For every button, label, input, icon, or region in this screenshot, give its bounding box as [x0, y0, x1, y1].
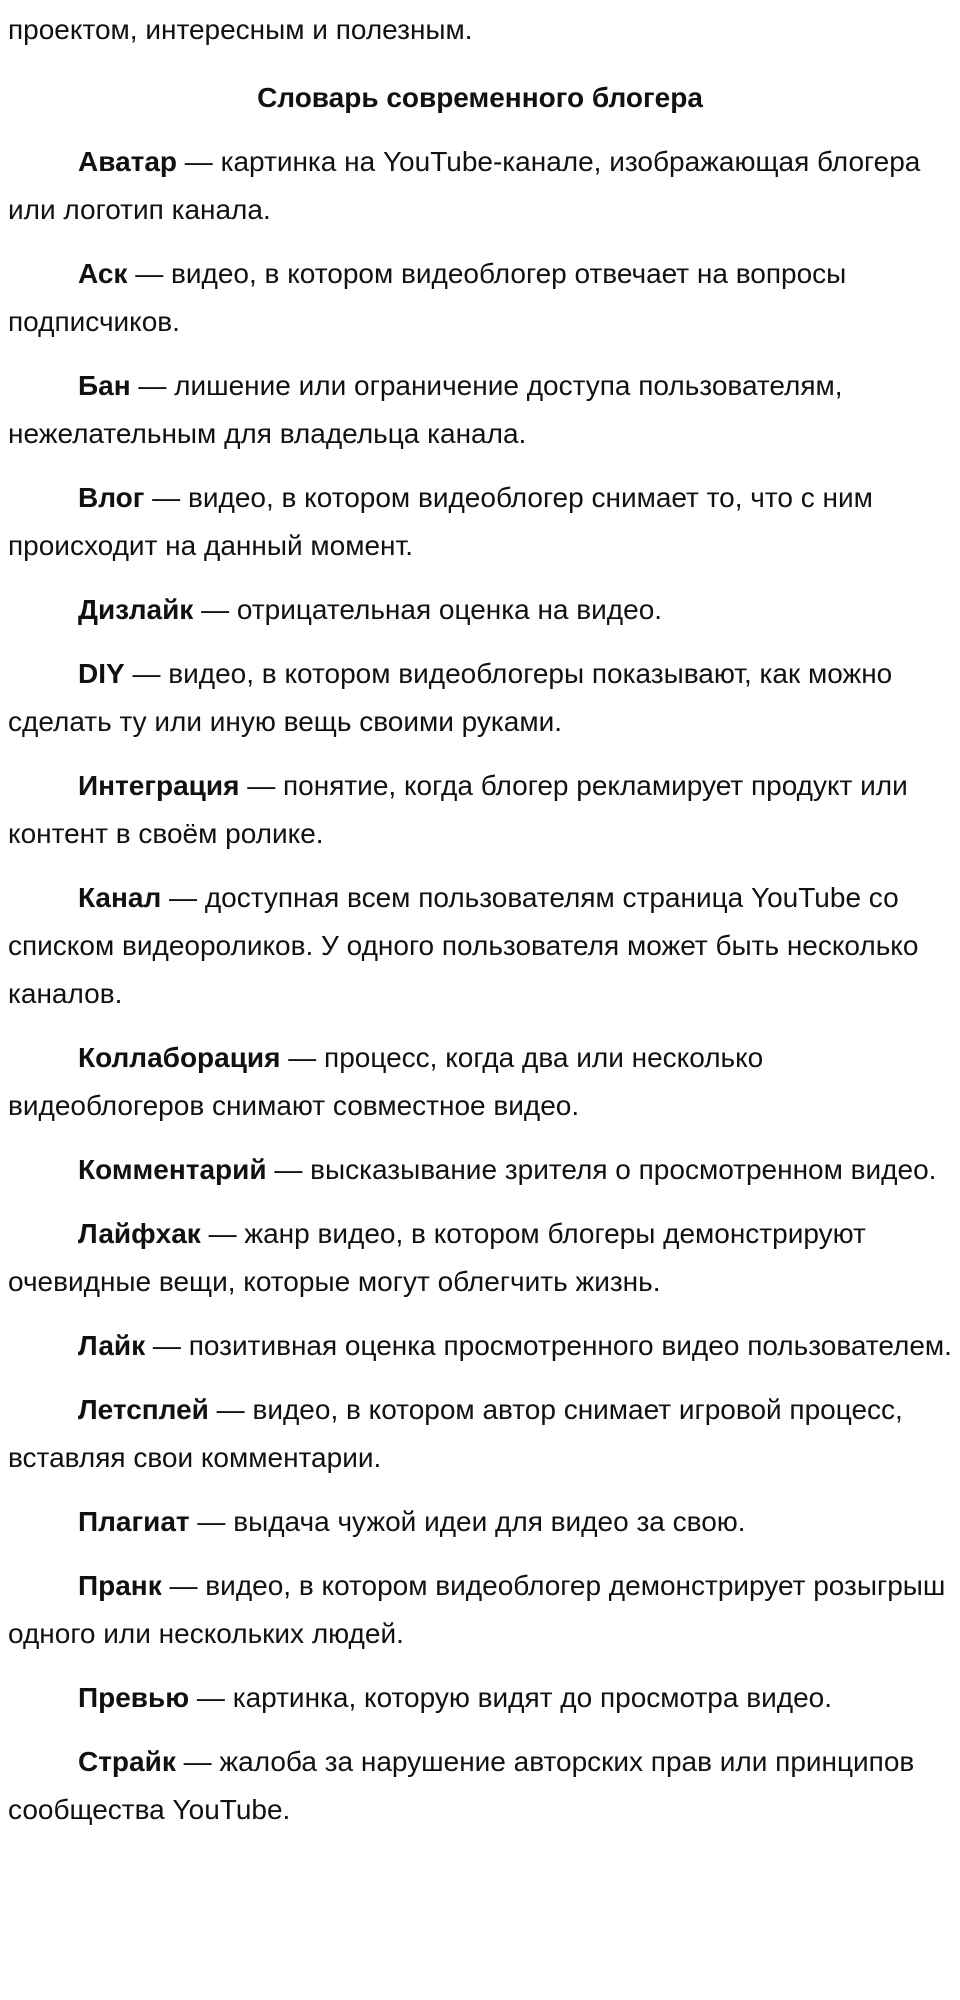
glossary-definition: понятие, когда блогер рекламирует продукт или контент в своём ролике. [8, 770, 908, 849]
dash: — [175, 1746, 220, 1777]
glossary-entry [8, 1562, 952, 1658]
glossary-entry [8, 586, 952, 634]
dash: — [208, 1394, 253, 1425]
glossary-definition: видео, в котором автор снимает игровой процесс, вставляя свои комментарии. [8, 1394, 903, 1473]
glossary-definition: позитивная оценка просмотренного видео пользователем. [188, 1330, 952, 1361]
document-page [8, 0, 952, 1850]
dash: — [200, 1218, 245, 1249]
glossary-term: Плагиат [78, 1506, 190, 1537]
glossary-entry [8, 1498, 952, 1546]
glossary-entry [8, 1674, 952, 1722]
glossary-definition: картинка на YouTube-канале, изображающая блогера или логотип канала. [8, 146, 921, 225]
glossary-definition: высказывание зрителя о просмотренном видео. [310, 1154, 937, 1185]
dash: — [239, 770, 283, 801]
glossary-term: Комментарий [78, 1154, 267, 1185]
glossary-definition: видео, в котором видеоблогер снимает то, что с ним происходит на данный момент. [8, 482, 873, 561]
dash: — [127, 258, 171, 289]
dash: — [266, 1154, 311, 1185]
glossary-term: Интеграция [78, 770, 240, 801]
dash: — [161, 1570, 206, 1601]
glossary-term: Аватар [78, 146, 178, 177]
glossary-entry [8, 1322, 952, 1370]
glossary-term: Лайфхак [78, 1218, 201, 1249]
glossary-definition: картинка, которую видят до просмотра видео. [232, 1682, 833, 1713]
dash: — [189, 1682, 233, 1713]
glossary-definition: жалоба за нарушение авторских прав или принципов сообщества YouTube. [8, 1746, 915, 1825]
glossary-entry [8, 1034, 952, 1130]
glossary-term: Коллаборация [78, 1042, 281, 1073]
dash: — [280, 1042, 325, 1073]
dash: — [144, 482, 188, 513]
glossary-term: DIY [78, 658, 125, 689]
glossary-term: Превью [78, 1682, 190, 1713]
glossary-term: Страйк [78, 1746, 176, 1777]
glossary-entry [8, 362, 952, 458]
glossary-entry [8, 1386, 952, 1482]
glossary-definition: лишение или ограничение доступа пользователям, нежелательным для владельца канала. [8, 370, 843, 449]
glossary-term: Пранк [78, 1570, 162, 1601]
glossary-definition: доступная всем пользователям страница YouTube со списком видеороликов. У одного пользователя может быть несколько каналов. [8, 882, 919, 1009]
glossary-term: Аск [78, 258, 128, 289]
glossary-definition: видео, в котором видеоблогер отвечает на вопросы подписчиков. [8, 258, 847, 337]
page-title: Словарь современного блогера [257, 82, 703, 113]
dash: — [189, 1506, 234, 1537]
dash: — [193, 594, 237, 625]
glossary-entry [8, 138, 952, 234]
glossary-term: Лайк [78, 1330, 146, 1361]
glossary-entry [8, 874, 952, 1018]
dash: — [161, 882, 205, 913]
lead-paragraph: проектом, интересным и полезным. [8, 14, 473, 45]
glossary-term: Летсплей [78, 1394, 209, 1425]
glossary-entry [8, 474, 952, 570]
glossary-definition: видео, в котором видеоблогеры показывают, как можно сделать ту или иную вещь своими руками. [8, 658, 893, 737]
glossary-term: Бан [78, 370, 131, 401]
glossary-entry [8, 650, 952, 746]
glossary-term: Дизлайк [78, 594, 194, 625]
glossary-entry [8, 250, 952, 346]
glossary-term: Канал [78, 882, 162, 913]
glossary-entry [8, 762, 952, 858]
glossary-definition: выдача чужой идеи для видео за свою. [233, 1506, 746, 1537]
glossary-entry [8, 1738, 952, 1834]
glossary-entry [8, 1146, 952, 1194]
dash: — [130, 370, 175, 401]
dash: — [177, 146, 221, 177]
dash: — [124, 658, 169, 689]
glossary-definition: жанр видео, в котором блогеры демонстрируют очевидные вещи, которые могут облегчить жизнь. [8, 1218, 866, 1297]
glossary-entry [8, 1210, 952, 1306]
glossary-term: Влог [78, 482, 145, 513]
dash: — [145, 1330, 189, 1361]
glossary-definition: отрицательная оценка на видео. [236, 594, 663, 625]
glossary-definition: видео, в котором видеоблогер демонстрирует розыгрыш одного или нескольких людей. [8, 1570, 946, 1649]
glossary-definition: процесс, когда два или несколько видеоблогеров снимают совместное видео. [8, 1042, 764, 1121]
